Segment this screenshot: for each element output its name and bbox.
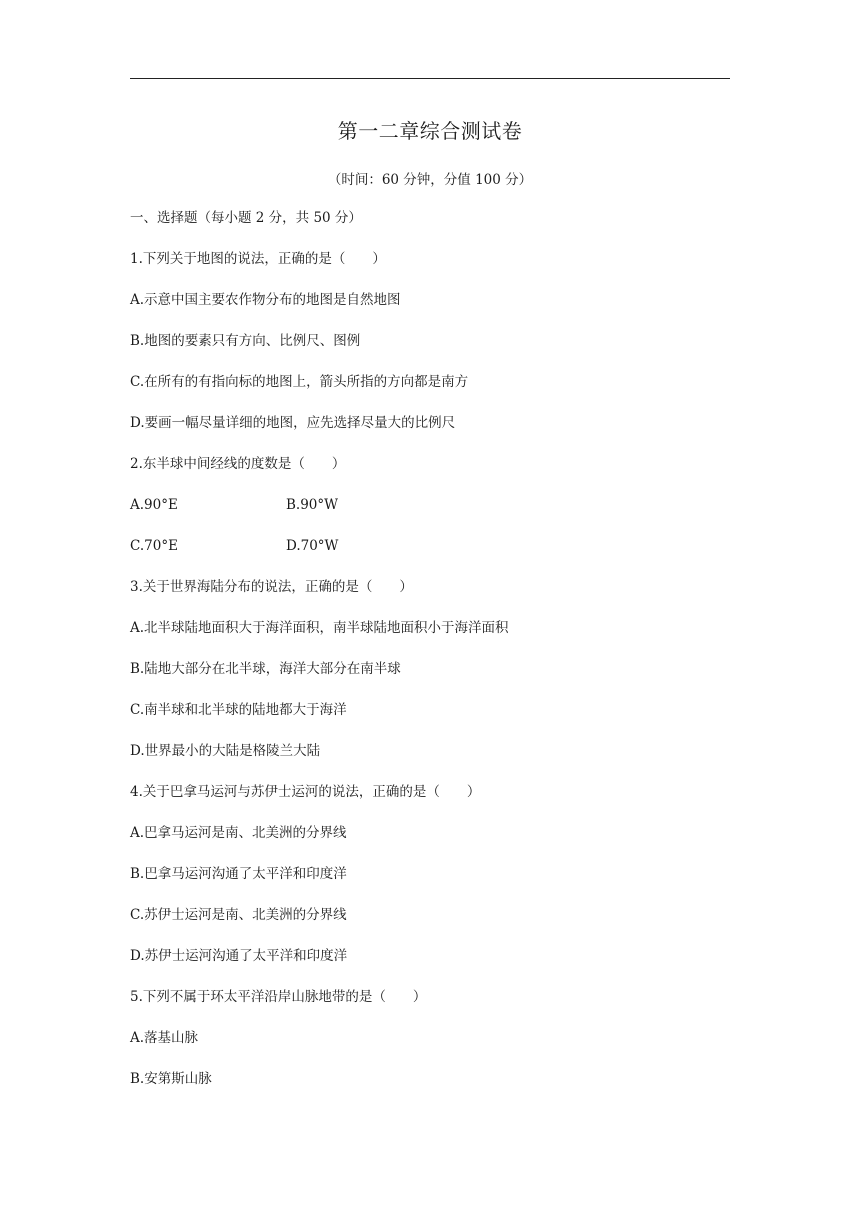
header-rule <box>130 78 730 79</box>
option-2c: C.70°E <box>130 538 178 554</box>
option-row <box>130 536 750 577</box>
option-4b: B.巴拿马运河沟通了太平洋和印度洋 <box>130 866 347 882</box>
page-title: 第一二章综合测试卷 <box>337 119 523 143</box>
option-1b: B.地图的要素只有方向、比例尺、图例 <box>130 333 361 349</box>
option-3a: A.北半球陆地面积大于海洋面积，南半球陆地面积小于海洋面积 <box>130 620 509 636</box>
option-1c: C.在所有的有指向标的地图上，箭头所指的方向都是南方 <box>130 374 469 390</box>
option-2b: B.90°W <box>286 497 339 513</box>
question-stem-4: 4.关于巴拿马运河与苏伊士运河的说法，正确的是（ ） <box>130 784 481 800</box>
option-1d: D.要画一幅尽量详细的地图，应先选择尽量大的比例尺 <box>130 415 456 431</box>
option-4c: C.苏伊士运河是南、北美洲的分界线 <box>130 907 347 923</box>
exam-body <box>130 208 750 1110</box>
option-row <box>130 495 750 536</box>
option-3d: D.世界最小的大陆是格陵兰大陆 <box>130 743 321 759</box>
option-5a: A.落基山脉 <box>130 1030 199 1046</box>
option-2a: A.90°E <box>130 497 178 513</box>
option-4a: A.巴拿马运河是南、北美洲的分界线 <box>130 825 347 841</box>
section-heading: 一、选择题（每小题 2 分，共 50 分） <box>130 210 362 226</box>
question-stem-2: 2.东半球中间经线的度数是（ ） <box>130 456 346 472</box>
option-3b: B.陆地大部分在北半球，海洋大部分在南半球 <box>130 661 401 677</box>
option-5b: B.安第斯山脉 <box>130 1071 212 1087</box>
question-stem-1: 1.下列关于地图的说法，正确的是（ ） <box>130 251 386 267</box>
option-2d: D.70°W <box>286 538 339 554</box>
question-stem-3: 3.关于世界海陆分布的说法，正确的是（ ） <box>130 579 413 595</box>
option-3c: C.南半球和北半球的陆地都大于海洋 <box>130 702 347 718</box>
exam-info: （时间：60 分钟，分值 100 分） <box>327 172 533 188</box>
option-4d: D.苏伊士运河沟通了太平洋和印度洋 <box>130 948 348 964</box>
option-1a: A.示意中国主要农作物分布的地图是自然地图 <box>130 292 401 308</box>
question-stem-5: 5.下列不属于环太平洋沿岸山脉地带的是（ ） <box>130 989 427 1005</box>
